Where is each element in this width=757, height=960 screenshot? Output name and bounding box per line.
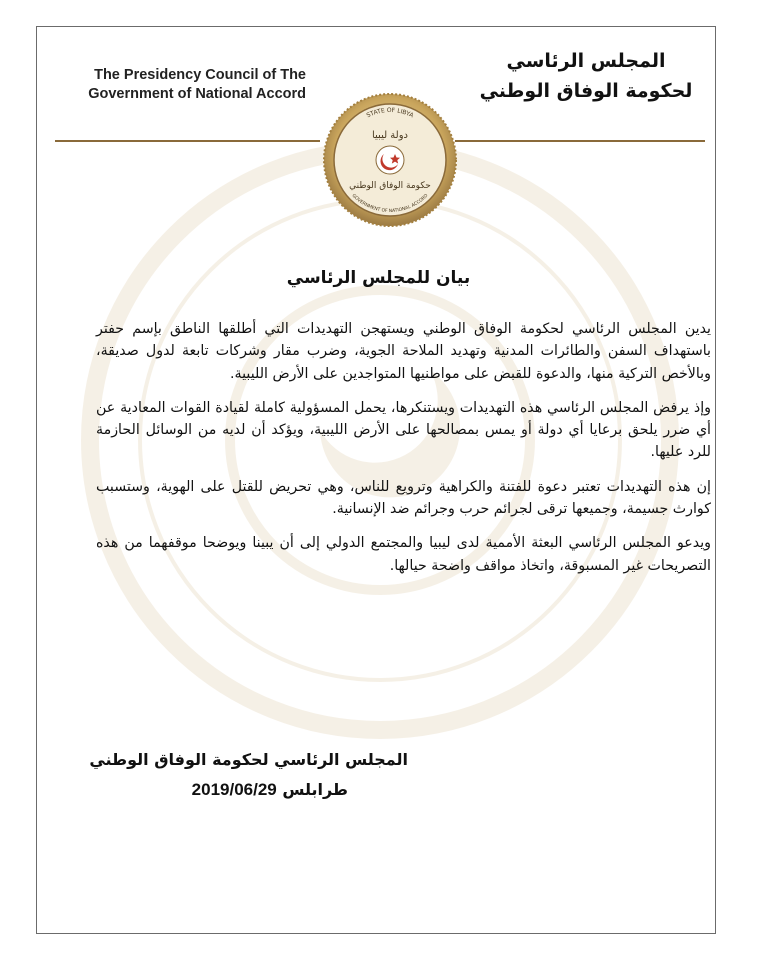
- signature-date: 2019/06/29: [191, 780, 277, 799]
- seal-top-text: STATE OF LIBYA: [365, 106, 415, 120]
- arabic-organization-name: [471, 46, 701, 106]
- arabic-title-line-2: لحكومة الوفاق الوطني: [479, 80, 693, 102]
- statement-paragraph: يدين المجلس الرئاسي لحكومة الوفاق الوطني ويستهجن التهديدات التي أطلقها الناطق بإسم حفتر باستهداف السفن والطائرات المدنية وتهديد الملاحة الجوية، وضرب مقار وشركات تابعة لدول صديقة، وبالأخص التركية منها، والدعوة للقبض على مواطنيها المتواجدين على الأرض الليبية.: [96, 321, 711, 382]
- header-divider-right: [455, 140, 705, 142]
- seal-arabic-state: دولة ليبيا: [371, 130, 409, 141]
- seal-bottom-text: GOVERNMENT OF NATIONAL ACCORD: [350, 193, 430, 215]
- signature-block: [78, 745, 408, 805]
- statement-paragraph: وإذ يرفض المجلس الرئاسي هذه التهديدات ويستنكرها، يحمل المسؤولية كاملة لقيادة القوات المعادية عن أي ضرر يلحق برعايا أي دولة أو يمس بمصالحها على الأرض الليبية، ويؤكد أن لديه من الوسائل الحازمة للرد عليها.: [96, 399, 711, 461]
- statement-paragraph: ويدعو المجلس الرئاسي البعثة الأممية لدى ليبيا والمجتمع الدولي إلى أن يبينا ويوضحا موقفهما من هذه التصريحات غير المسبوقة، واتخاذ مواقف واضحة حيالها.: [96, 535, 711, 574]
- government-seal-icon: [320, 90, 460, 230]
- seal-arabic-gov: حكومة الوفاق الوطني: [349, 181, 431, 191]
- place-date-line: [78, 775, 348, 805]
- english-organization-name: The Presidency Council of The Government of National Accord: [88, 67, 306, 102]
- arabic-title-line-1: المجلس الرئاسي: [506, 50, 666, 72]
- header-divider-left: [55, 140, 320, 142]
- statement-title: بيان للمجلس الرئاسي: [286, 268, 471, 288]
- statement-body: [96, 318, 711, 589]
- statement-paragraph: إن هذه التهديدات تعتبر دعوة للفتنة والكراهية وترويع للناس، وهي تحريض للقتل على الهوية، وستسبب كوارث جسيمة، وجميعها ترقى لجرائم حرب وجرائم ضد الإنسانية.: [96, 478, 711, 518]
- signature-place: طرابلس: [282, 780, 348, 799]
- signature-name: المجلس الرئاسي لحكومة الوفاق الوطني: [89, 750, 408, 769]
